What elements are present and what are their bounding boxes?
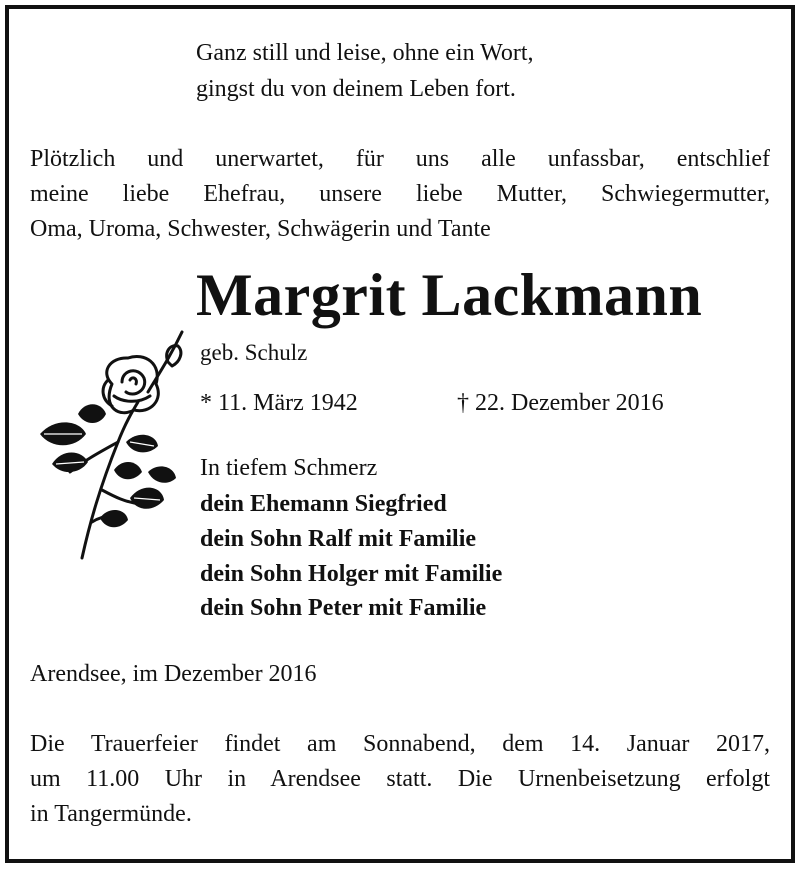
birth-date: * 11. März 1942 (200, 390, 358, 416)
mourner-1: dein Ehemann Siegfried (200, 491, 447, 517)
mourner-3: dein Sohn Holger mit Familie (200, 561, 503, 587)
poem-line-1: Ganz still und leise, ohne ein Wort, (196, 40, 534, 66)
service-line-1: Die Trauerfeier findet am Sonnabend, dem 14. Januar 2017, (30, 731, 770, 757)
deceased-name: Margrit Lackmann (196, 262, 703, 328)
place-date: Arendsee, im Dezember 2016 (30, 661, 317, 687)
death-date: † 22. Dezember 2016 (457, 390, 664, 416)
rose-icon (30, 322, 195, 567)
mourners-heading: In tiefem Schmerz (200, 455, 378, 481)
mourner-4: dein Sohn Peter mit Familie (200, 595, 487, 621)
intro-line-3: Oma, Uroma, Schwester, Schwägerin und Tante (30, 216, 491, 242)
service-line-3: in Tangermünde. (30, 801, 192, 827)
mourner-2: dein Sohn Ralf mit Familie (200, 526, 477, 552)
maiden-name: geb. Schulz (200, 340, 308, 365)
service-line-2: um 11.00 Uhr in Arendsee statt. Die Urnenbeisetzung erfolgt (30, 766, 770, 792)
poem-line-2: gingst du von deinem Leben fort. (196, 76, 516, 102)
intro-line-2: meine liebe Ehefrau, unsere liebe Mutter, Schwiegermutter, (30, 181, 770, 207)
intro-line-1: Plötzlich und unerwartet, für uns alle unfassbar, entschlief (30, 146, 770, 172)
